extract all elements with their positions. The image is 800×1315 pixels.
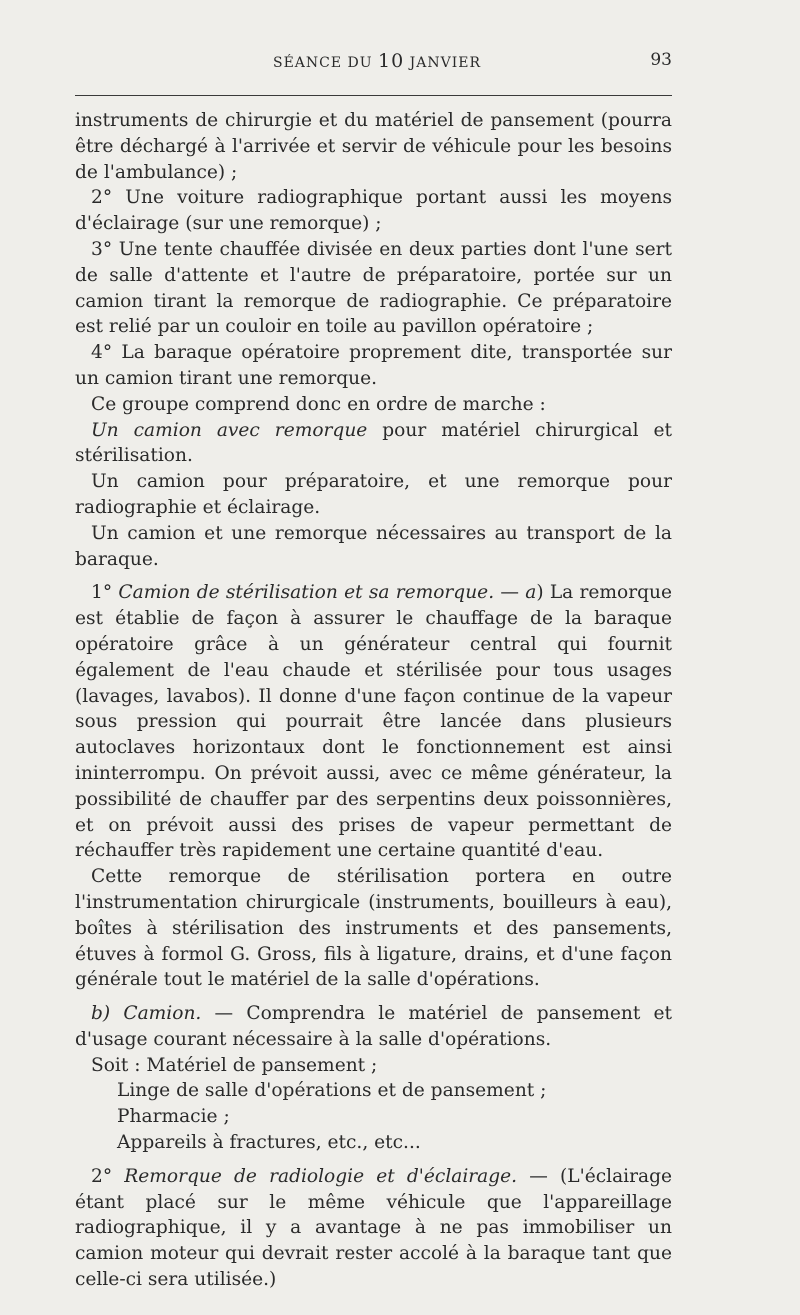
paragraph-group-intro: Ce groupe comprend donc en ordre de marche : (91, 393, 546, 415)
paragraph-group-item-2: Un camion pour préparatoire, et une remorque pour radiographie et éclairage. (75, 471, 672, 518)
header-month: JANVIER (404, 55, 482, 71)
radiologie-heading: Remorque de radiologie et d'éclairage. (124, 1165, 518, 1187)
body-text (75, 108, 672, 1293)
camion-text: — Comprendra le matériel de pansement et d'usage courant nécessaire à la salle d'opérations. (75, 1003, 672, 1050)
sterilisation-dash: — (494, 582, 526, 604)
paragraph-item-2: 2° Une voiture radiographique portant aussi les moyens d'éclairage (sur une remorque) ; (75, 187, 672, 235)
paragraph-group-item-1 (75, 418, 672, 470)
running-header (75, 50, 672, 72)
camion-letter-b: b (91, 1003, 103, 1025)
header-title (273, 50, 481, 72)
list-item: Appareils à fractures, etc., etc... (117, 1132, 421, 1154)
radiologie-text: — (L'éclairage étant placé sur le même véhicule que l'appareillage radiographique, il y a avantage à ne pas immobiliser un camion moteur qui devrait rester accolé à la baraque tant que celle-ci sera utilisée.) (75, 1165, 672, 1291)
paragraph-group-item-3: Un camion et une remorque nécessaires au transport de la baraque. (75, 522, 672, 570)
list-item: Pharmacie ; (117, 1106, 230, 1128)
paragraph-item-3: 3° Une tente chauffée divisée en deux parties dont l'une sert de salle d'attente et l'autre de préparatoire, portée sur un camion tirant la remorque de radiographie. Ce préparatoire est relié par un couloir en toile au pavillon opératoire ; (75, 238, 672, 338)
radiologie-number: 2° (91, 1165, 125, 1187)
paragraph-continued: instruments de chirurgie et du matériel de pansement (pourra être déchargé à l'arrivée et servir de véhicule pour les besoins de l'ambulance) ; (75, 110, 672, 183)
header-day-number: 10 (378, 50, 405, 72)
paragraph-camion (75, 1001, 672, 1053)
page-number: 93 (650, 50, 672, 70)
paragraph-remorque: Cette remorque de stérilisation portera en outre l'instrumentation chirurgicale (instruments, bouilleurs à eau), boîtes à stérilisation des instruments et des pansements, étuves à formol G. Gross, fils à ligature, drains, et d'une façon générale tout le matériel de la salle d'opérations. (75, 866, 672, 991)
list-intro: Soit : Matériel de pansement ; (91, 1054, 378, 1076)
group-item-1-text: pour matériel chirurgical et stérilisation. (75, 419, 672, 467)
header-title-prefix: SÉANCE DU (273, 55, 379, 71)
sterilisation-text: ) La remorque est établie de façon à assurer le chauffage de la baraque opératoire grâce à un générateur central qui fournit également de l'eau chaude et stérilisée pour tous usages (lavages, lavabos). Il donne d'une façon continue de la vapeur sous pression qui pourrait être lancée dans plusieurs autoclaves horizontaux dont le fonctionnement est ainsi ininterrompu. On prévoit aussi, avec ce même générateur, la possibilité de chauffer par des serpentins deux poissonnières, et on prévoit aussi des prises de vapeur permettant de réchauffer très rapidement une certaine quantité d'eau. (75, 582, 672, 862)
paragraph-item-4: 4° La baraque opératoire proprement dite, transportée sur un camion tirant une remorque. (75, 342, 672, 389)
sterilisation-letter-a: a (525, 582, 537, 604)
header-rule (75, 95, 672, 96)
sterilisation-number: 1° (91, 582, 119, 604)
sterilisation-heading: Camion de stérilisation et sa remorque. (118, 582, 495, 604)
list-item: Linge de salle d'opérations et de pansement ; (117, 1080, 547, 1102)
paragraph-sterilisation (75, 580, 672, 864)
paragraph-radiologie (75, 1164, 672, 1293)
group-item-1-italic: Un camion avec remorque (91, 419, 368, 441)
camion-heading: ) Camion. (102, 1003, 202, 1025)
